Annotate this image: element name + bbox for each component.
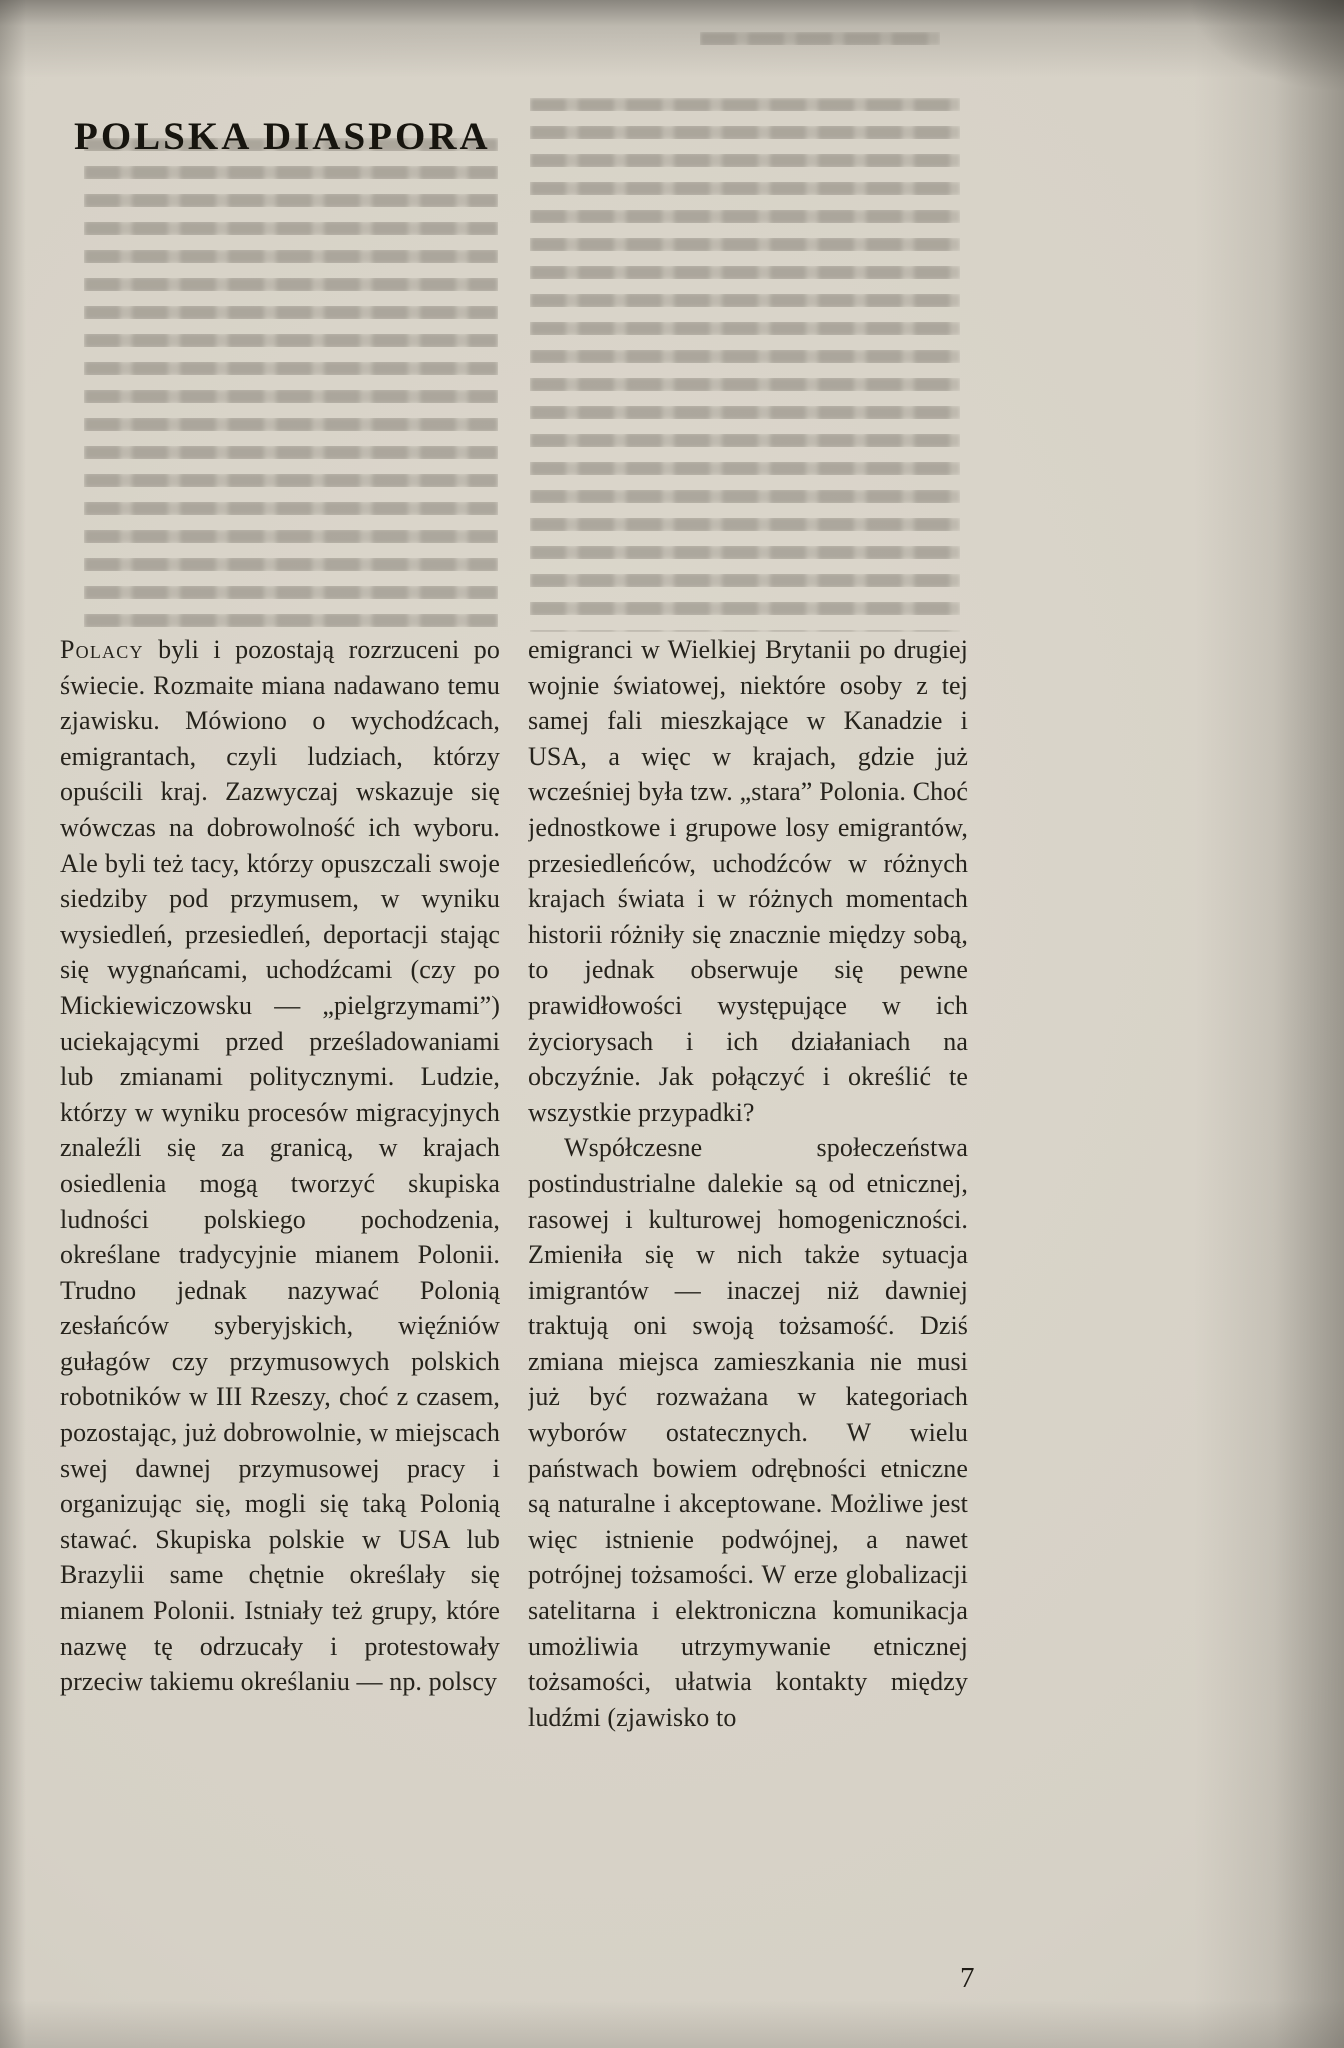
lead-word: Polacy bbox=[60, 635, 144, 664]
left-paragraph bbox=[60, 632, 500, 1700]
right-paragraph-1: emigranci w Wielkiej Brytanii po drugiej wojnie światowej, niektóre osoby z tej samej fali mieszkające w Kanadzie i USA, a więc w krajach, gdzie już wcześniej była tzw. „stara” Polonia. Choć jednostkowe i grupowe losy emigrantów, przesiedleńców, uchodźców w różnych krajach świata i w różnych momentach historii różniły się znacznie między sobą, to jednak obserwuje się pewne prawidłowości występujące w ich życiorysach i ich działaniach na obczyźnie. Jak połączyć i określić te wszystkie przypadki? bbox=[528, 635, 968, 1127]
page-number: 7 bbox=[960, 1962, 975, 1994]
right-column bbox=[528, 632, 968, 1954]
bleedthrough-left-column bbox=[84, 138, 498, 630]
left-column bbox=[60, 632, 500, 1954]
left-paragraph-text: byli i pozostają rozrzuceni po świecie. Rozmaite miana nadawano temu zjawisku. Mówiono o wychodźcach, emigrantach, czyli ludziach, którzy opuścili kraj. Zazwyczaj wskazuje się wówczas na dobrowolność ich wyboru. Ale byli też tacy, którzy opuszczali swoje siedziby pod przymusem, w wyniku wysiedleń, przesiedleń, deportacji stając się wygnańcami, uchodźcami (czy po Mickiewiczowsku — „pielgrzymami”) uciekającymi przed prześladowaniami lub zmianami politycznymi. Ludzie, którzy w wyniku procesów migracyjnych znaleźli się za granicą, w krajach osiedlenia mogą tworzyć skupiska ludności polskiego pochodzenia, określane tradycyjnie mianem Polonii. Trudno jednak nazywać Polonią zesłańców syberyjskich, więźniów gułagów czy przymusowych polskich robotników w III Rzeszy, choć z czasem, pozostając, już dobrowolnie, w miejscach swej dawnej przymusowej pracy i organizując się, mogli się taką Polonią stawać. Skupiska polskie w USA lub Brazylii same chętnie określały się mianem Polonii. Istniały też grupy, które nazwę tę odrzucały i protestowały przeciw takiemu określaniu — np. polscy bbox=[60, 635, 500, 1697]
bleedthrough-running-head bbox=[700, 32, 940, 56]
bleedthrough-right-column bbox=[530, 98, 960, 632]
right-paragraph-2: Współczesne społeczeństwa postindustrialne dalekie są od etnicznej, rasowej i kulturowej homogeniczności. Zmieniła się w nich także sytuacja imigrantów — inaczej niż dawniej traktują oni swoją tożsamość. Dziś zmiana miejsca zamieszkania nie musi już być rozważana w kategoriach wyborów ostatecznych. W wielu państwach bowiem odrębności etniczne są naturalne i akceptowane. Możliwe jest więc istnienie podwójnej, a nawet potrójnej tożsamości. W erze globalizacji satelitarna i elektroniczna komunikacja umożliwia utrzymywanie etnicznej tożsamości, ułatwia kontakty między ludźmi (zjawisko to bbox=[528, 1133, 968, 1732]
page-title: POLSKA DIASPORA bbox=[74, 115, 491, 159]
